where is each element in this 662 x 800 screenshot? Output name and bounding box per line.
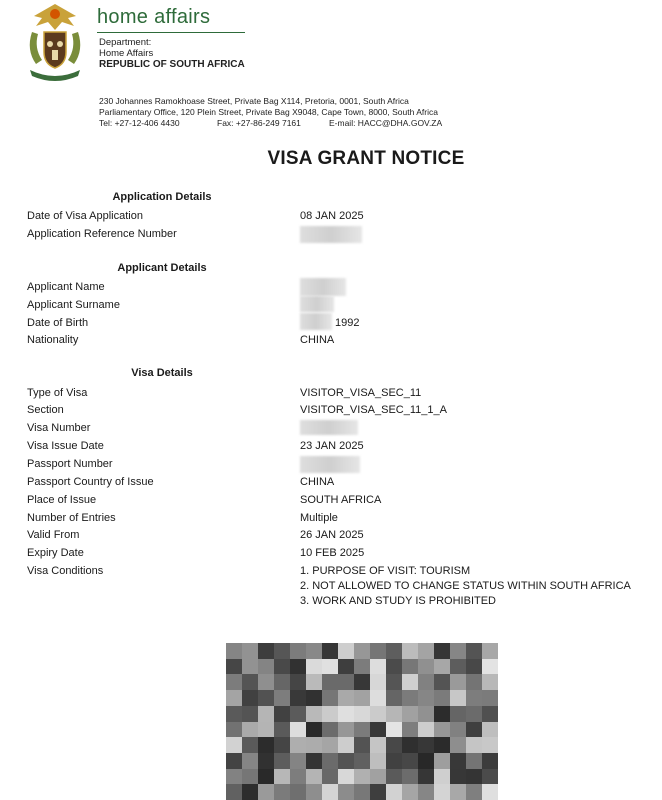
mosaic-block bbox=[482, 722, 498, 738]
mosaic-block bbox=[434, 690, 450, 706]
mosaic-block bbox=[226, 690, 242, 706]
department-block bbox=[99, 37, 245, 70]
mosaic-block bbox=[242, 769, 258, 785]
mosaic-block bbox=[450, 706, 466, 722]
mosaic-block bbox=[482, 706, 498, 722]
mosaic-block bbox=[290, 753, 306, 769]
mosaic-block bbox=[434, 643, 450, 659]
mosaic-block bbox=[274, 753, 290, 769]
mosaic-block bbox=[226, 722, 242, 738]
redacted-visa-number bbox=[300, 420, 358, 435]
mosaic-block bbox=[226, 643, 242, 659]
mosaic-block bbox=[418, 659, 434, 675]
mosaic-block bbox=[370, 784, 386, 800]
mosaic-block bbox=[306, 643, 322, 659]
mosaic-block bbox=[466, 769, 482, 785]
mosaic-block bbox=[338, 753, 354, 769]
mosaic-block bbox=[322, 643, 338, 659]
mosaic-block bbox=[418, 784, 434, 800]
mosaic-block bbox=[402, 706, 418, 722]
mosaic-block bbox=[386, 722, 402, 738]
brand-name: home affairs bbox=[97, 6, 211, 28]
mosaic-block bbox=[242, 784, 258, 800]
mosaic-block bbox=[274, 737, 290, 753]
nationality-label: Nationality bbox=[27, 334, 79, 346]
mosaic-block bbox=[402, 769, 418, 785]
number-of-entries-value: Multiple bbox=[300, 512, 338, 524]
visa-issue-date-label: Visa Issue Date bbox=[27, 440, 104, 452]
mosaic-block bbox=[402, 753, 418, 769]
mosaic-block bbox=[434, 659, 450, 675]
mosaic-block bbox=[482, 659, 498, 675]
telephone: Tel: +27-12-406 4430 bbox=[99, 118, 180, 128]
date-of-birth-label: Date of Birth bbox=[27, 317, 89, 329]
department-name: Home Affairs bbox=[99, 48, 154, 59]
mosaic-block bbox=[402, 784, 418, 800]
mosaic-block bbox=[242, 659, 258, 675]
mosaic-block bbox=[242, 753, 258, 769]
mosaic-block bbox=[466, 690, 482, 706]
mosaic-block bbox=[418, 769, 434, 785]
redacted-reference-number bbox=[300, 226, 362, 243]
visa-details-heading: Visa Details bbox=[131, 367, 193, 379]
mosaic-block bbox=[370, 674, 386, 690]
document-title: VISA GRANT NOTICE bbox=[267, 148, 465, 169]
redacted-applicant-surname bbox=[300, 296, 334, 312]
mosaic-block bbox=[306, 690, 322, 706]
mosaic-block bbox=[418, 674, 434, 690]
mosaic-block bbox=[370, 706, 386, 722]
application-date-value: 08 JAN 2025 bbox=[300, 210, 364, 222]
date-of-birth-year: 1992 bbox=[335, 317, 360, 329]
mosaic-block bbox=[386, 659, 402, 675]
redacted-passport-number bbox=[300, 456, 360, 473]
visa-type-value: VISITOR_VISA_SEC_11 bbox=[300, 387, 422, 399]
mosaic-block bbox=[370, 753, 386, 769]
redacted-qr-code bbox=[226, 643, 498, 800]
mosaic-block bbox=[306, 659, 322, 675]
mosaic-block bbox=[354, 769, 370, 785]
mosaic-block bbox=[290, 784, 306, 800]
mosaic-block bbox=[370, 690, 386, 706]
mosaic-block bbox=[386, 737, 402, 753]
visa-condition-2: 2. NOT ALLOWED TO CHANGE STATUS WITHIN SOUTH AFRICA bbox=[300, 580, 631, 592]
mosaic-block bbox=[466, 737, 482, 753]
country-name: REPUBLIC OF SOUTH AFRICA bbox=[99, 59, 245, 70]
fax: Fax: +27-86-249 7161 bbox=[217, 118, 301, 128]
mosaic-block bbox=[482, 690, 498, 706]
mosaic-block bbox=[274, 769, 290, 785]
mosaic-block bbox=[402, 690, 418, 706]
mosaic-block bbox=[354, 753, 370, 769]
mosaic-block bbox=[466, 784, 482, 800]
mosaic-block bbox=[258, 674, 274, 690]
nationality-value: CHINA bbox=[300, 334, 335, 346]
mosaic-block bbox=[226, 659, 242, 675]
valid-from-label: Valid From bbox=[27, 529, 80, 541]
visa-condition-1: 1. PURPOSE OF VISIT: TOURISM bbox=[300, 565, 471, 577]
mosaic-block bbox=[338, 722, 354, 738]
mosaic-block bbox=[242, 706, 258, 722]
mosaic-block bbox=[402, 737, 418, 753]
address-line-1: 230 Johannes Ramokhoase Street, Private Bag X114, Pretoria, 0001, South Africa bbox=[99, 96, 409, 106]
mosaic-block bbox=[226, 769, 242, 785]
mosaic-block bbox=[258, 737, 274, 753]
visa-type-label: Type of Visa bbox=[27, 387, 88, 399]
mosaic-block bbox=[402, 659, 418, 675]
mosaic-block bbox=[226, 737, 242, 753]
visa-condition-3: 3. WORK AND STUDY IS PROHIBITED bbox=[300, 595, 496, 607]
passport-country-value: CHINA bbox=[300, 476, 335, 488]
mosaic-block bbox=[226, 674, 242, 690]
mosaic-block bbox=[338, 737, 354, 753]
mosaic-block bbox=[274, 784, 290, 800]
mosaic-block bbox=[466, 706, 482, 722]
expiry-date-label: Expiry Date bbox=[27, 547, 84, 559]
mosaic-block bbox=[290, 674, 306, 690]
mosaic-block bbox=[450, 643, 466, 659]
mosaic-block bbox=[322, 753, 338, 769]
redacted-applicant-name bbox=[300, 278, 346, 296]
applicant-surname-label: Applicant Surname bbox=[27, 299, 120, 311]
mosaic-block bbox=[434, 784, 450, 800]
mosaic-block bbox=[306, 722, 322, 738]
mosaic-block bbox=[482, 753, 498, 769]
mosaic-block bbox=[322, 674, 338, 690]
mosaic-block bbox=[418, 737, 434, 753]
mosaic-block bbox=[354, 722, 370, 738]
mosaic-block bbox=[258, 659, 274, 675]
mosaic-block bbox=[354, 784, 370, 800]
visa-issue-date-value: 23 JAN 2025 bbox=[300, 440, 364, 452]
mosaic-block bbox=[258, 643, 274, 659]
mosaic-block bbox=[274, 643, 290, 659]
mosaic-block bbox=[242, 674, 258, 690]
contact-line bbox=[99, 118, 442, 129]
mosaic-block bbox=[274, 659, 290, 675]
mosaic-block bbox=[466, 722, 482, 738]
mosaic-block bbox=[290, 722, 306, 738]
mosaic-block bbox=[402, 643, 418, 659]
mosaic-block bbox=[322, 784, 338, 800]
mosaic-block bbox=[450, 737, 466, 753]
mosaic-block bbox=[482, 769, 498, 785]
mosaic-block bbox=[418, 722, 434, 738]
brand-underline bbox=[97, 32, 245, 33]
mosaic-block bbox=[482, 643, 498, 659]
mosaic-block bbox=[386, 674, 402, 690]
email: E-mail: HACC@DHA.GOV.ZA bbox=[329, 118, 443, 128]
coat-of-arms-icon bbox=[22, 2, 88, 84]
mosaic-block bbox=[306, 674, 322, 690]
mosaic-block bbox=[242, 643, 258, 659]
mosaic-block bbox=[482, 784, 498, 800]
mosaic-block bbox=[338, 706, 354, 722]
mosaic-block bbox=[450, 674, 466, 690]
section-label: Section bbox=[27, 404, 64, 416]
mosaic-block bbox=[386, 769, 402, 785]
mosaic-block bbox=[242, 722, 258, 738]
mosaic-block bbox=[418, 706, 434, 722]
mosaic-block bbox=[354, 706, 370, 722]
visa-number-label: Visa Number bbox=[27, 422, 91, 434]
mosaic-block bbox=[338, 690, 354, 706]
mosaic-block bbox=[258, 706, 274, 722]
mosaic-block bbox=[290, 769, 306, 785]
department-label: Department: bbox=[99, 37, 152, 48]
mosaic-block bbox=[274, 674, 290, 690]
mosaic-block bbox=[306, 769, 322, 785]
place-of-issue-label: Place of Issue bbox=[27, 494, 97, 506]
mosaic-block bbox=[434, 769, 450, 785]
mosaic-block bbox=[386, 706, 402, 722]
mosaic-block bbox=[386, 643, 402, 659]
mosaic-block bbox=[354, 674, 370, 690]
mosaic-block bbox=[322, 737, 338, 753]
mosaic-block bbox=[338, 659, 354, 675]
mosaic-block bbox=[386, 690, 402, 706]
mosaic-block bbox=[418, 643, 434, 659]
mosaic-block bbox=[322, 659, 338, 675]
mosaic-block bbox=[434, 722, 450, 738]
mosaic-block bbox=[274, 706, 290, 722]
mosaic-block bbox=[354, 737, 370, 753]
mosaic-block bbox=[306, 706, 322, 722]
application-reference-label: Application Reference Number bbox=[27, 228, 177, 240]
expiry-date-value: 10 FEB 2025 bbox=[300, 547, 365, 559]
mosaic-block bbox=[322, 769, 338, 785]
mosaic-block bbox=[370, 643, 386, 659]
mosaic-block bbox=[290, 659, 306, 675]
mosaic-block bbox=[274, 690, 290, 706]
mosaic-block bbox=[226, 784, 242, 800]
mosaic-block bbox=[258, 722, 274, 738]
mosaic-block bbox=[322, 722, 338, 738]
section-value: VISITOR_VISA_SEC_11_1_A bbox=[300, 404, 447, 416]
mosaic-block bbox=[306, 737, 322, 753]
mosaic-block bbox=[258, 784, 274, 800]
address-block bbox=[99, 96, 442, 129]
mosaic-block bbox=[482, 737, 498, 753]
mosaic-block bbox=[418, 690, 434, 706]
mosaic-block bbox=[354, 690, 370, 706]
mosaic-block bbox=[226, 706, 242, 722]
mosaic-block bbox=[258, 753, 274, 769]
mosaic-block bbox=[450, 769, 466, 785]
mosaic-block bbox=[242, 690, 258, 706]
mosaic-block bbox=[354, 659, 370, 675]
mosaic-block bbox=[450, 659, 466, 675]
mosaic-block bbox=[338, 674, 354, 690]
mosaic-block bbox=[274, 722, 290, 738]
mosaic-block bbox=[466, 674, 482, 690]
mosaic-block bbox=[290, 690, 306, 706]
mosaic-block bbox=[370, 737, 386, 753]
mosaic-block bbox=[370, 722, 386, 738]
mosaic-block bbox=[418, 753, 434, 769]
mosaic-block bbox=[450, 690, 466, 706]
mosaic-block bbox=[466, 659, 482, 675]
mosaic-block bbox=[386, 753, 402, 769]
mosaic-block bbox=[306, 753, 322, 769]
place-of-issue-value: SOUTH AFRICA bbox=[300, 494, 382, 506]
mosaic-block bbox=[434, 737, 450, 753]
passport-country-label: Passport Country of Issue bbox=[27, 476, 154, 488]
mosaic-block bbox=[482, 674, 498, 690]
mosaic-block bbox=[450, 722, 466, 738]
mosaic-block bbox=[322, 706, 338, 722]
mosaic-block bbox=[306, 784, 322, 800]
visa-conditions-label: Visa Conditions bbox=[27, 565, 104, 577]
mosaic-block bbox=[290, 706, 306, 722]
mosaic-block bbox=[434, 674, 450, 690]
number-of-entries-label: Number of Entries bbox=[27, 512, 116, 524]
valid-from-value: 26 JAN 2025 bbox=[300, 529, 364, 541]
application-date-label: Date of Visa Application bbox=[27, 210, 143, 222]
mosaic-block bbox=[322, 690, 338, 706]
mosaic-block bbox=[338, 769, 354, 785]
mosaic-block bbox=[450, 753, 466, 769]
mosaic-block bbox=[466, 643, 482, 659]
mosaic-block bbox=[434, 706, 450, 722]
passport-number-label: Passport Number bbox=[27, 458, 113, 470]
document-title-wrap bbox=[0, 148, 662, 170]
mosaic-block bbox=[290, 737, 306, 753]
mosaic-block bbox=[226, 753, 242, 769]
redacted-birth-date bbox=[300, 313, 332, 330]
mosaic-block bbox=[370, 769, 386, 785]
application-details-heading: Application Details bbox=[112, 191, 212, 203]
applicant-details-heading: Applicant Details bbox=[117, 262, 207, 274]
mosaic-block bbox=[370, 659, 386, 675]
mosaic-block bbox=[450, 784, 466, 800]
mosaic-block bbox=[338, 643, 354, 659]
applicant-name-label: Applicant Name bbox=[27, 281, 105, 293]
mosaic-block bbox=[258, 769, 274, 785]
mosaic-block bbox=[402, 722, 418, 738]
mosaic-block bbox=[290, 643, 306, 659]
mosaic-block bbox=[386, 784, 402, 800]
mosaic-block bbox=[258, 690, 274, 706]
address-line-2: Parliamentary Office, 120 Plein Street, Private Bag X9048, Cape Town, 8000, South Africa bbox=[99, 107, 438, 117]
mosaic-block bbox=[354, 643, 370, 659]
mosaic-block bbox=[242, 737, 258, 753]
mosaic-block bbox=[402, 674, 418, 690]
mosaic-block bbox=[466, 753, 482, 769]
mosaic-block bbox=[434, 753, 450, 769]
mosaic-block bbox=[338, 784, 354, 800]
